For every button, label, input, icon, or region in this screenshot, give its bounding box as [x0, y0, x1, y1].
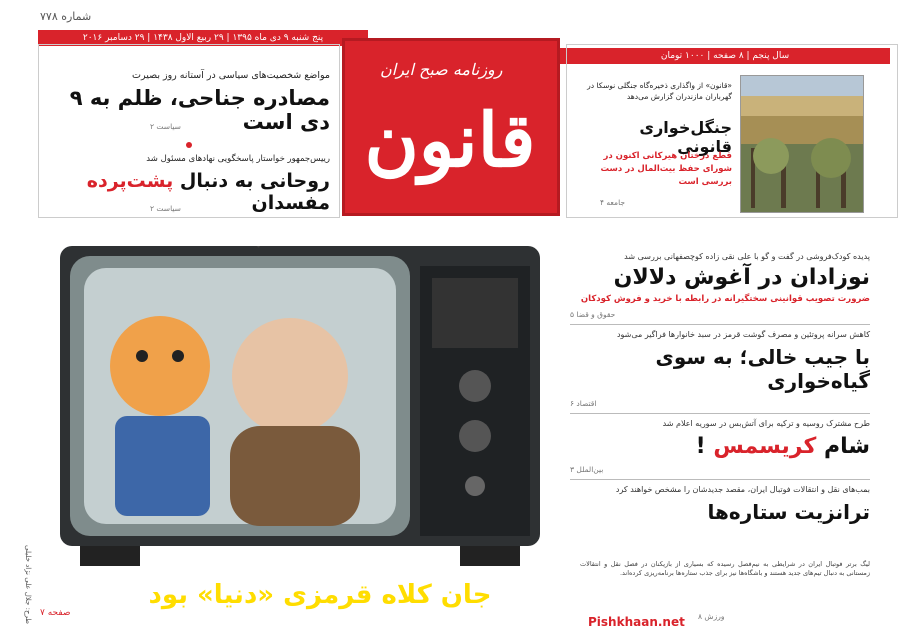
masthead-subtitle: روزنامه صبح ایران [380, 60, 503, 79]
date-line: پنج شنبه ۹ دی ماه ۱۳۹۵ | ۲۹ ربیع الاول ۱۴۳۸ | ۲۹ دسامبر ۲۰۱۶ [38, 30, 368, 46]
issue-number: شماره ۷۷۸ [40, 10, 92, 23]
right-top-headline[interactable]: جنگل‌خواری قانونی [639, 118, 732, 156]
right-top-sub: قطع درختان هیرکانی اکنون در شورای حفظ بیت‌المال در دست بررسی است [600, 151, 732, 187]
left-bottom-ref: سیاست ۲ [150, 204, 181, 213]
story-divider [570, 413, 870, 414]
headline-part: مفسدان [251, 192, 330, 214]
story-headline[interactable] [570, 434, 870, 459]
illustration-credit: طرح: جلال علی نژاد خلیلی [24, 545, 32, 624]
headline-red-part: پشت‌پرده [86, 170, 174, 192]
right-top-kicker: «قانون» از واگذاری ذخیره‌گاه جنگلی نوسکا در گهرباران مازندران گزارش می‌دهد [587, 81, 732, 101]
left-top-kicker: مواضع شخصیت‌های سیاسی در آستانه روز بصیرت [132, 70, 330, 81]
left-top-ref: سیاست ۲ [150, 122, 181, 131]
story-ref: ورزش ۸ [698, 612, 725, 621]
headline-part: ! [695, 434, 706, 459]
feature-page-ref: صفحه ۷ [40, 608, 71, 618]
right-top-ref: جامعه ۴ [600, 198, 625, 207]
story-kicker: بمب‌های نقل و انتقالات فوتبال ایران، مقصد جدیدشان را مشخص خواهند کرد [615, 485, 870, 494]
story-headline[interactable]: نوزادان در آغوش دلالان [613, 265, 870, 290]
story-sub: ضرورت تصویب قوانینی سختگیرانه در رابطه با خرید و فروش کودکان [580, 294, 870, 304]
masthead-name: قانون [364, 98, 536, 184]
story-kicker: طرح مشترک روسیه و ترکیه برای آتش‌بس در سوریه اعلام شد [662, 419, 870, 428]
story-divider [570, 479, 870, 480]
story-ref: حقوق و قضا ۵ [570, 310, 616, 319]
story-headline[interactable]: با جیب خالی؛ به سوی گیاه‌خواری [655, 345, 870, 393]
story-kicker: کاهش سرانه پروتئین‌ و مصرف گوشت قرمز در سبد خانوارها فراگیر می‌شود [616, 330, 870, 339]
left-bottom-headline[interactable] [50, 170, 330, 214]
separator-dot [186, 142, 192, 148]
forest-photo-image [741, 76, 863, 212]
tv-drawing [60, 246, 540, 586]
headline-part: روحانی به دنبال [179, 170, 330, 192]
headline-red-part: کریسمس [713, 434, 817, 459]
story-headline[interactable]: ترانزیت ستاره‌ها [707, 500, 870, 524]
story-ref: اقتصاد ۶ [570, 399, 597, 408]
story-divider [570, 324, 870, 325]
left-top-headline[interactable]: مصادره جناحی، ظلم به ۹ دی است [69, 86, 330, 134]
story-kicker: پدیده کودک‌فروشی در گفت و گو با علی نقی زاده کوچصفهانی بررسی شد [624, 252, 870, 261]
feature-headline[interactable]: جان کلاه قرمزی «دنیا» بود [148, 580, 492, 610]
headline-part: شام [823, 434, 870, 459]
story-ref: بین‌الملل ۳ [570, 465, 604, 474]
price-line: سال پنجم | ۸ صفحه | ۱۰۰۰ تومان [560, 48, 890, 64]
left-bottom-kicker: رییس‌جمهور خواستار پاسخگویی نهادهای مسئول شد [146, 154, 330, 164]
right-column [570, 248, 870, 640]
tv-illustration [60, 246, 540, 586]
forest-photo [740, 75, 864, 213]
watermark: Pishkhaan.net [588, 615, 685, 629]
story-body: لیگ برتر فوتبال ایران در شرایطی به نیم‌فصل رسیده که بسیاری از بازیکنان در فصل نقل و انتقالات زمستانی به دنبال تیم‌های جدید هستند و باشگاه‌ها نیز برای جذب ستاره‌ها برنامه‌ریزی کرده‌اند. [580, 560, 870, 577]
